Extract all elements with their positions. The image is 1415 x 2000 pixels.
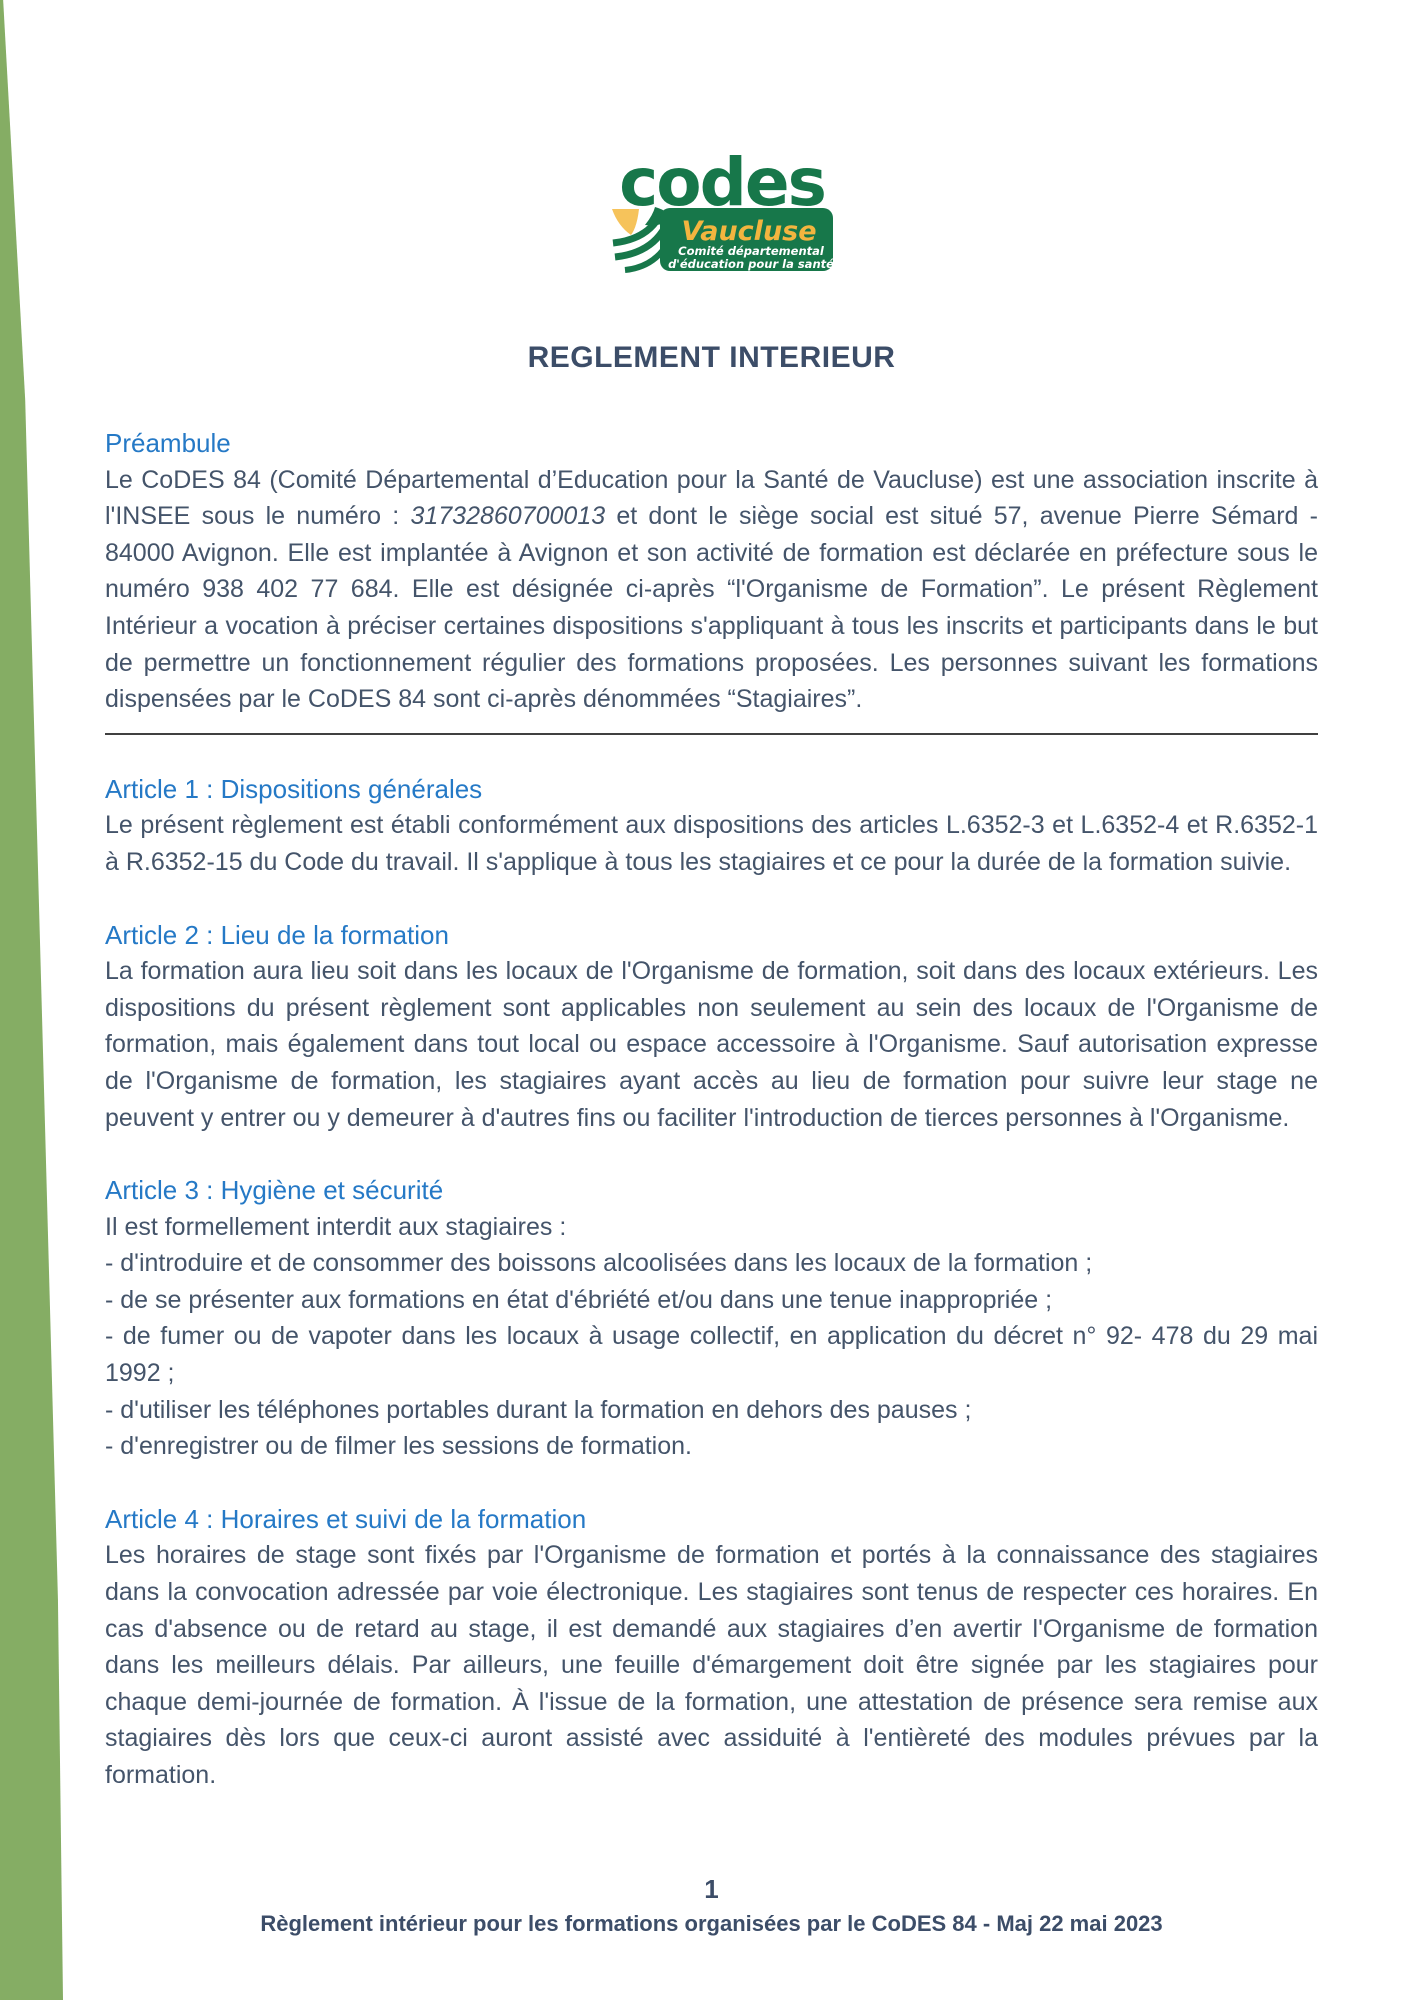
logo-tagline-line2: d'éducation pour la santé (668, 257, 833, 271)
left-green-stripe (0, 0, 63, 2000)
logo-region-text: Vaucluse (681, 216, 817, 247)
article-2-section (105, 917, 1318, 1137)
page-footer (105, 1874, 1318, 1937)
preamble-heading: Préambule (105, 428, 231, 458)
article-3-item: - d'enregistrer ou de filmer les sessions de formation. (105, 1432, 692, 1461)
insee-number: 31732860700013 (410, 502, 606, 531)
article-3-heading: Article 3 : Hygiène et sécurité (105, 1175, 444, 1206)
article-3-item: - d'introduire et de consommer des boissons alcoolisées dans les locaux de la formation ; (105, 1249, 1093, 1278)
article-4-heading: Article 4 : Horaires et suivi de la formation (105, 1503, 587, 1534)
preamble-text-before: Le CoDES 84 (Comité Départemental d’Education pour la Santé de Vaucluse) est une association inscrite à l'INSEE sous le numéro : (105, 465, 1318, 531)
section-divider (105, 733, 1318, 735)
document-title: REGLEMENT INTERIEUR (527, 341, 896, 374)
article-1-heading: Article 1 : Dispositions générales (105, 773, 483, 804)
document-content (105, 0, 1318, 1794)
article-3-item: - d'utiliser les téléphones portables durant la formation en dehors des pauses ; (105, 1395, 972, 1424)
article-3-section (105, 1172, 1318, 1465)
preamble-body (105, 462, 1318, 718)
article-4-section (105, 1501, 1318, 1794)
article-1-section (105, 771, 1318, 881)
article-3-intro: Il est formellement interdit aux stagiaires : (105, 1212, 567, 1241)
article-3-item: - de se présenter aux formations en état d'ébriété et/ou dans une tenue inappropriée ; (105, 1285, 1053, 1314)
logo-brand-text: codes (619, 144, 825, 221)
logo-tagline-line1: Comité départemental (678, 244, 824, 258)
preamble-text-after: et dont le siège social est situé 57, avenue Pierre Sémard - 84000 Avignon. Elle est implantée à Avignon et son activité de formation est déclarée en préfecture sous le numéro 938 402 77 684. Elle est désignée ci-après “l'Organisme de Formation”. Le présent Règlement Intérieur a vocation à préciser certaines dispositions s'appliquant à tous les inscrits et participants dans le but de permettre un fonctionnement régulier des formations proposées. Les personnes suivant les formations dispensées par le CoDES 84 sont ci-après dénommées “Stagiaires”. (105, 502, 1318, 714)
footer-text: Règlement intérieur pour les formations organisées par le CoDES 84 - Maj 22 mai 2023 (260, 1911, 1163, 1936)
article-1-body: Le présent règlement est établi conformément aux dispositions des articles L.6352-3 et L.6352-4 et R.6352-1 à R.6352-15 du Code du travail. Il s'applique à tous les stagiaires et ce pour la durée de la formation suivie. (105, 811, 1318, 876)
article-4-body: Les horaires de stage sont fixés par l'Organisme de formation et portés à la connaissance des stagiaires dans la convocation adressée par voie électronique. Les stagiaires sont tenus de respecter ces horaires. En cas d'absence ou de retard au stage, il est demandé aux stagiaires d’en avertir l'Organisme de formation dans les meilleurs délais. Par ailleurs, une feuille d'émargement doit être signée par les stagiaires pour chaque demi-journée de formation. À l'issue de la formation, une attestation de présence sera remise aux stagiaires dès lors que ceux-ci auront assisté avec assiduité à l'entièreté des modules prévues par la formation. (105, 1541, 1318, 1789)
preamble-section (105, 425, 1318, 718)
article-2-heading: Article 2 : Lieu de la formation (105, 919, 449, 950)
article-3-item: - de fumer ou de vapoter dans les locaux à usage collectif, en application du décret n° 92- 478 du 29 mai 1992 ; (105, 1322, 1318, 1388)
article-2-body: La formation aura lieu soit dans les locaux de l'Organisme de formation, soit dans des locaux extérieurs. Les dispositions du présent règlement sont applicables non seulement au sein des locaux de l'Organisme de formation, mais également dans tout local ou espace accessoire à l'Organisme. Sauf autorisation expresse de l'Organisme de formation, les stagiaires ayant accès au lieu de formation pour suivre leur stage ne peuvent y entrer ou y demeurer à d'autres fins ou faciliter l'introduction de tierces personnes à l'Organisme. (105, 957, 1318, 1132)
codes-logo-icon (611, 143, 833, 277)
codes-vaucluse-logo (611, 143, 833, 277)
page-number: 1 (704, 1874, 719, 1904)
